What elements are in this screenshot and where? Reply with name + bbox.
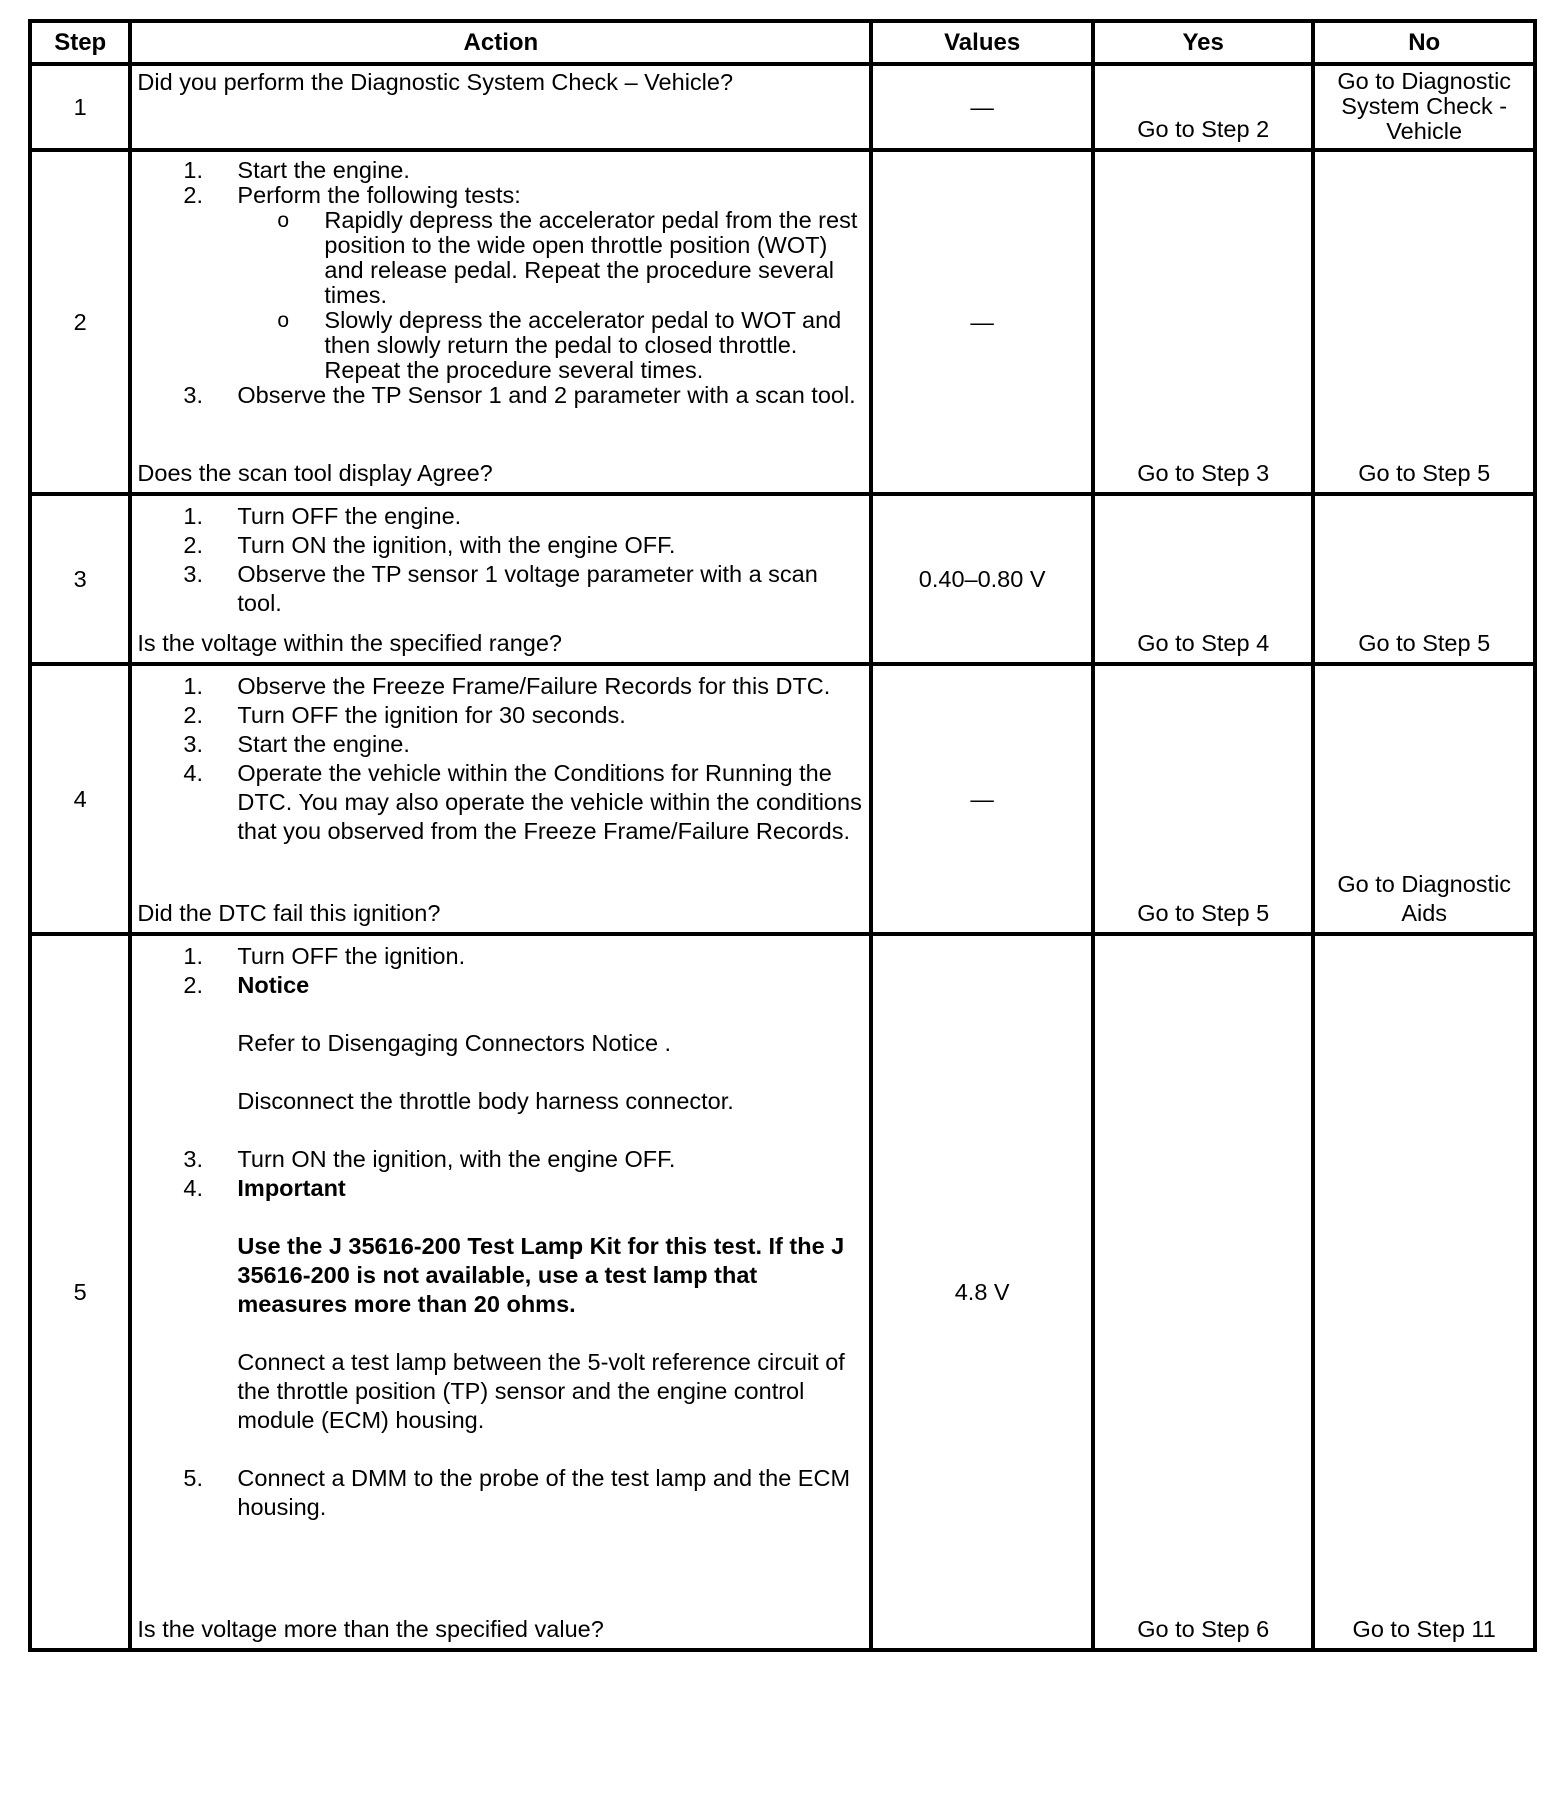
yes-cell: Go to Step 6 (1093, 934, 1313, 1650)
no-cell: Go to Step 5 (1313, 150, 1535, 494)
step-number: 2 (30, 150, 130, 494)
list-item: 3. Start the engine. (183, 731, 410, 757)
no-cell: Go to Diagnostic Aids (1313, 664, 1535, 934)
step-number: 5 (30, 934, 130, 1650)
no-cell: Go to Diagnostic System Check - Vehicle (1313, 64, 1535, 150)
yes-cell: Go to Step 3 (1093, 150, 1313, 494)
table-row (30, 150, 1535, 494)
notice-reference: Refer to Disengaging Connectors Notice . (237, 1030, 672, 1056)
step-list (137, 942, 865, 1522)
question-text: Did you perform the Diagnostic System Check – Vehicle? (137, 69, 734, 95)
list-item: 3. Turn ON the ignition, with the engine OFF. (183, 1146, 676, 1172)
value-cell: — (871, 664, 1093, 934)
sub-item: o Slowly depress the accelerator pedal to WOT and then slowly return the pedal to closed throttle. Repeat the procedure several times. (277, 307, 842, 383)
no-cell: Go to Step 11 (1313, 934, 1535, 1650)
question-text: Is the voltage within the specified range? (137, 630, 562, 656)
table-row (30, 934, 1535, 1650)
list-item: 2. Turn ON the ignition, with the engine OFF. (183, 532, 676, 558)
step-list (137, 672, 865, 846)
header-no: No (1313, 21, 1535, 64)
list-item: 1. Turn OFF the ignition. (183, 943, 466, 969)
list-item: 5. Connect a DMM to the probe of the test lamp and the ECM housing. (183, 1465, 851, 1520)
value-cell: — (871, 150, 1093, 494)
step-number: 3 (30, 494, 130, 664)
action-cell (130, 150, 871, 494)
yes-cell: Go to Step 2 (1093, 64, 1313, 150)
action-cell (130, 664, 871, 934)
question-text: Did the DTC fail this ignition? (137, 900, 441, 926)
step-list (137, 502, 865, 618)
list-item: 2. Turn OFF the ignition for 30 seconds. (183, 702, 626, 728)
list-item: 3. Observe the TP sensor 1 voltage parameter with a scan tool. (183, 561, 818, 616)
sub-list (137, 208, 865, 383)
list-item: 1. Start the engine. (183, 157, 410, 183)
table-row (30, 64, 1535, 150)
list-item: 2. Notice Refer to Disengaging Connectors Notice . Disconnect the throttle body harness connector. (137, 971, 865, 1116)
header-row (30, 21, 1535, 64)
no-cell: Go to Step 5 (1313, 494, 1535, 664)
action-cell (130, 494, 871, 664)
list-item: 4. Important Use the J 35616-200 Test Lamp Kit for this test. If the J 35616-200 is not available, use a test lamp that measures more than 20 ohms. Connect a test lamp between the 5-volt reference circuit of the throttle position (TP) sensor and the engine control module (ECM) housing. (137, 1174, 865, 1435)
question-text: Does the scan tool display Agree? (137, 460, 493, 486)
header-step: Step (30, 21, 130, 64)
important-action: Connect a test lamp between the 5-volt reference circuit of the throttle position (TP) sensor and the engine control module (ECM) housing. (237, 1349, 845, 1433)
action-cell (130, 934, 871, 1650)
header-values: Values (871, 21, 1093, 64)
sub-item: o Rapidly depress the accelerator pedal from the rest position to the wide open throttle position (WOT) and release pedal. Repeat the procedure several times. (277, 207, 858, 308)
list-item: 1. Observe the Freeze Frame/Failure Records for this DTC. (183, 673, 831, 699)
list-item: 2. Perform the following tests: o Rapidly depress the accelerator pedal from the rest position to the wide open throttle position (WOT) and release pedal. Repeat the procedure several times. o Slowly depress the accelerator pedal to WOT and then slowly return the pedal to closed throttle. Repeat the procedure several times. (137, 183, 865, 383)
list-item: 1. Turn OFF the engine. (183, 503, 462, 529)
value-cell: — (871, 64, 1093, 150)
table-row (30, 664, 1535, 934)
important-text: Use the J 35616-200 Test Lamp Kit for this test. If the J 35616-200 is not available, use a test lamp that measures more than 20 ohms. (237, 1233, 845, 1317)
header-yes: Yes (1093, 21, 1313, 64)
value-cell: 0.40–0.80 V (871, 494, 1093, 664)
value-cell: 4.8 V (871, 934, 1093, 1650)
table-row (30, 494, 1535, 664)
list-item: 4. Operate the vehicle within the Conditions for Running the DTC. You may also operate the vehicle within the conditions that you observed from the Freeze Frame/Failure Records. (183, 760, 862, 844)
header-action: Action (130, 21, 871, 64)
diagnostic-table (28, 19, 1537, 1652)
yes-cell: Go to Step 4 (1093, 494, 1313, 664)
action-cell (130, 64, 871, 150)
notice-action: Disconnect the throttle body harness connector. (237, 1088, 734, 1114)
step-number: 4 (30, 664, 130, 934)
yes-cell: Go to Step 5 (1093, 664, 1313, 934)
question-text: Is the voltage more than the specified value? (137, 1616, 604, 1642)
step-list (137, 158, 865, 408)
list-item: 3. Observe the TP Sensor 1 and 2 parameter with a scan tool. (183, 382, 856, 408)
step-number: 1 (30, 64, 130, 150)
